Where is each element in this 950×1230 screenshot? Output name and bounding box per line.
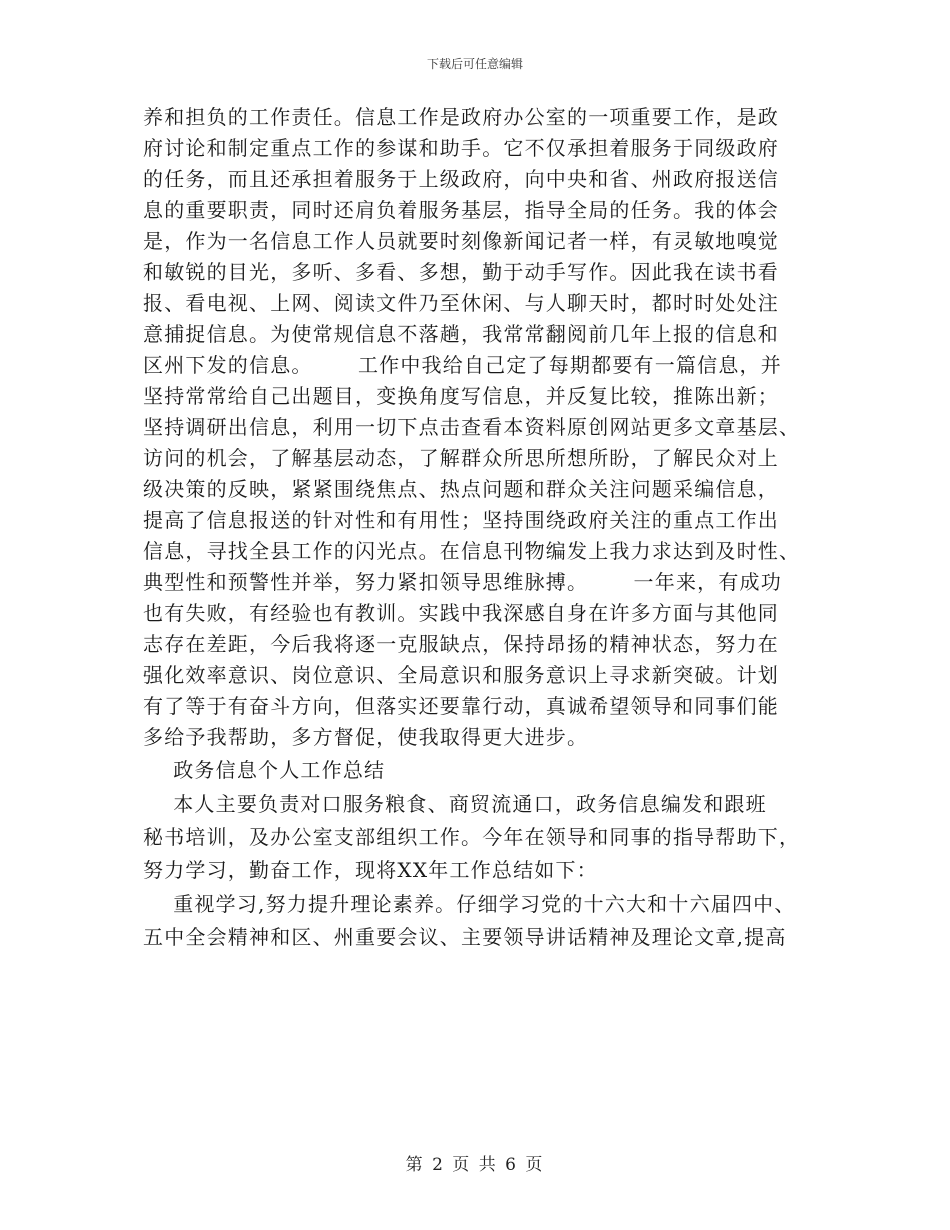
text-line: 访问的机会，了解基层动态，了解群众所思所想所盼，了解民众对上: [143, 446, 779, 470]
text-line: 本人主要负责对口服务粮食、商贸流通口，政务信息编发和跟班: [143, 792, 767, 816]
text-line: 坚持调研出信息，利用一切下点击查看本资料原创网站更多文章基层、: [143, 415, 801, 439]
text-line: 强化效率意识、岗位意识、全局意识和服务意识上寻求新突破。计划: [143, 663, 779, 687]
section-title: 政务信息个人工作总结: [143, 758, 386, 782]
text-line: 也有失败，有经验也有教训。实践中我深感自身在许多方面与其他同: [143, 601, 779, 625]
text-line: 坚持常常给自己出题目，变换角度写信息，并反复比较，推陈出新；: [143, 384, 779, 408]
text-line: 意捕捉信息。为使常规信息不落趟，我常常翻阅前几年上报的信息和: [143, 322, 779, 346]
text-line: 息的重要职责，同时还肩负着服务基层，指导全局的任务。我的体会: [143, 198, 779, 222]
text-line: 有了等于有奋斗方向，但落实还要靠行动，真诚希望领导和同事们能: [143, 694, 779, 718]
page-footer: 第 2 页 共 6 页: [405, 1155, 545, 1175]
text-line: 和敏锐的目光，多听、多看、多想，勤于动手写作。因此我在读书看: [143, 260, 779, 284]
text-line: 养和担负的工作责任。信息工作是政府办公室的一项重要工作，是政: [143, 105, 779, 129]
text-line: 级决策的反映，紧紧围绕焦点、热点问题和群众关注问题采编信息，: [143, 477, 779, 501]
text-line: 区州下发的信息。 工作中我给自己定了每期都要有一篇信息，并: [143, 353, 782, 377]
page-header: 下载后可任意编辑: [426, 57, 523, 71]
text-line: 多给予我帮助，多方督促，使我取得更大进步。: [143, 725, 589, 749]
text-line: 的任务，而且还承担着服务于上级政府，向中央和省、州政府报送信: [143, 167, 779, 191]
text-line: 典型性和预警性并举，努力紧扣领导思维脉搏。 一年来，有成功: [143, 570, 782, 594]
text-line: 提高了信息报送的针对性和有用性；坚持围绕政府关注的重点工作出: [143, 508, 779, 532]
text-line: 信息，寻找全县工作的闪光点。在信息刊物编发上我力求达到及时性、: [143, 539, 801, 563]
text-line: 五中全会精神和区、州重要会议、主要领导讲话精神及理论文章,提高: [143, 925, 787, 949]
text-line: 重视学习,努力提升理论素养。仔细学习党的十六大和十六届四中、: [143, 892, 796, 916]
text-line: 志存在差距，今后我将逐一克服缺点，保持昂扬的精神状态，努力在: [143, 632, 779, 656]
text-line: 是，作为一名信息工作人员就要时刻像新闻记者一样，有灵敏地嗅觉: [143, 229, 779, 253]
text-line: 努力学习，勤奋工作，现将XX年工作总结如下：: [143, 858, 598, 882]
text-line: 秘书培训，及办公室支部组织工作。今年在领导和同事的指导帮助下，: [143, 825, 801, 849]
text-line: 报、看电视、上网、阅读文件乃至休闲、与人聊天时，都时时处处注: [143, 291, 779, 315]
text-line: 府讨论和制定重点工作的参谋和助手。它不仅承担着服务于同级政府: [143, 136, 779, 160]
